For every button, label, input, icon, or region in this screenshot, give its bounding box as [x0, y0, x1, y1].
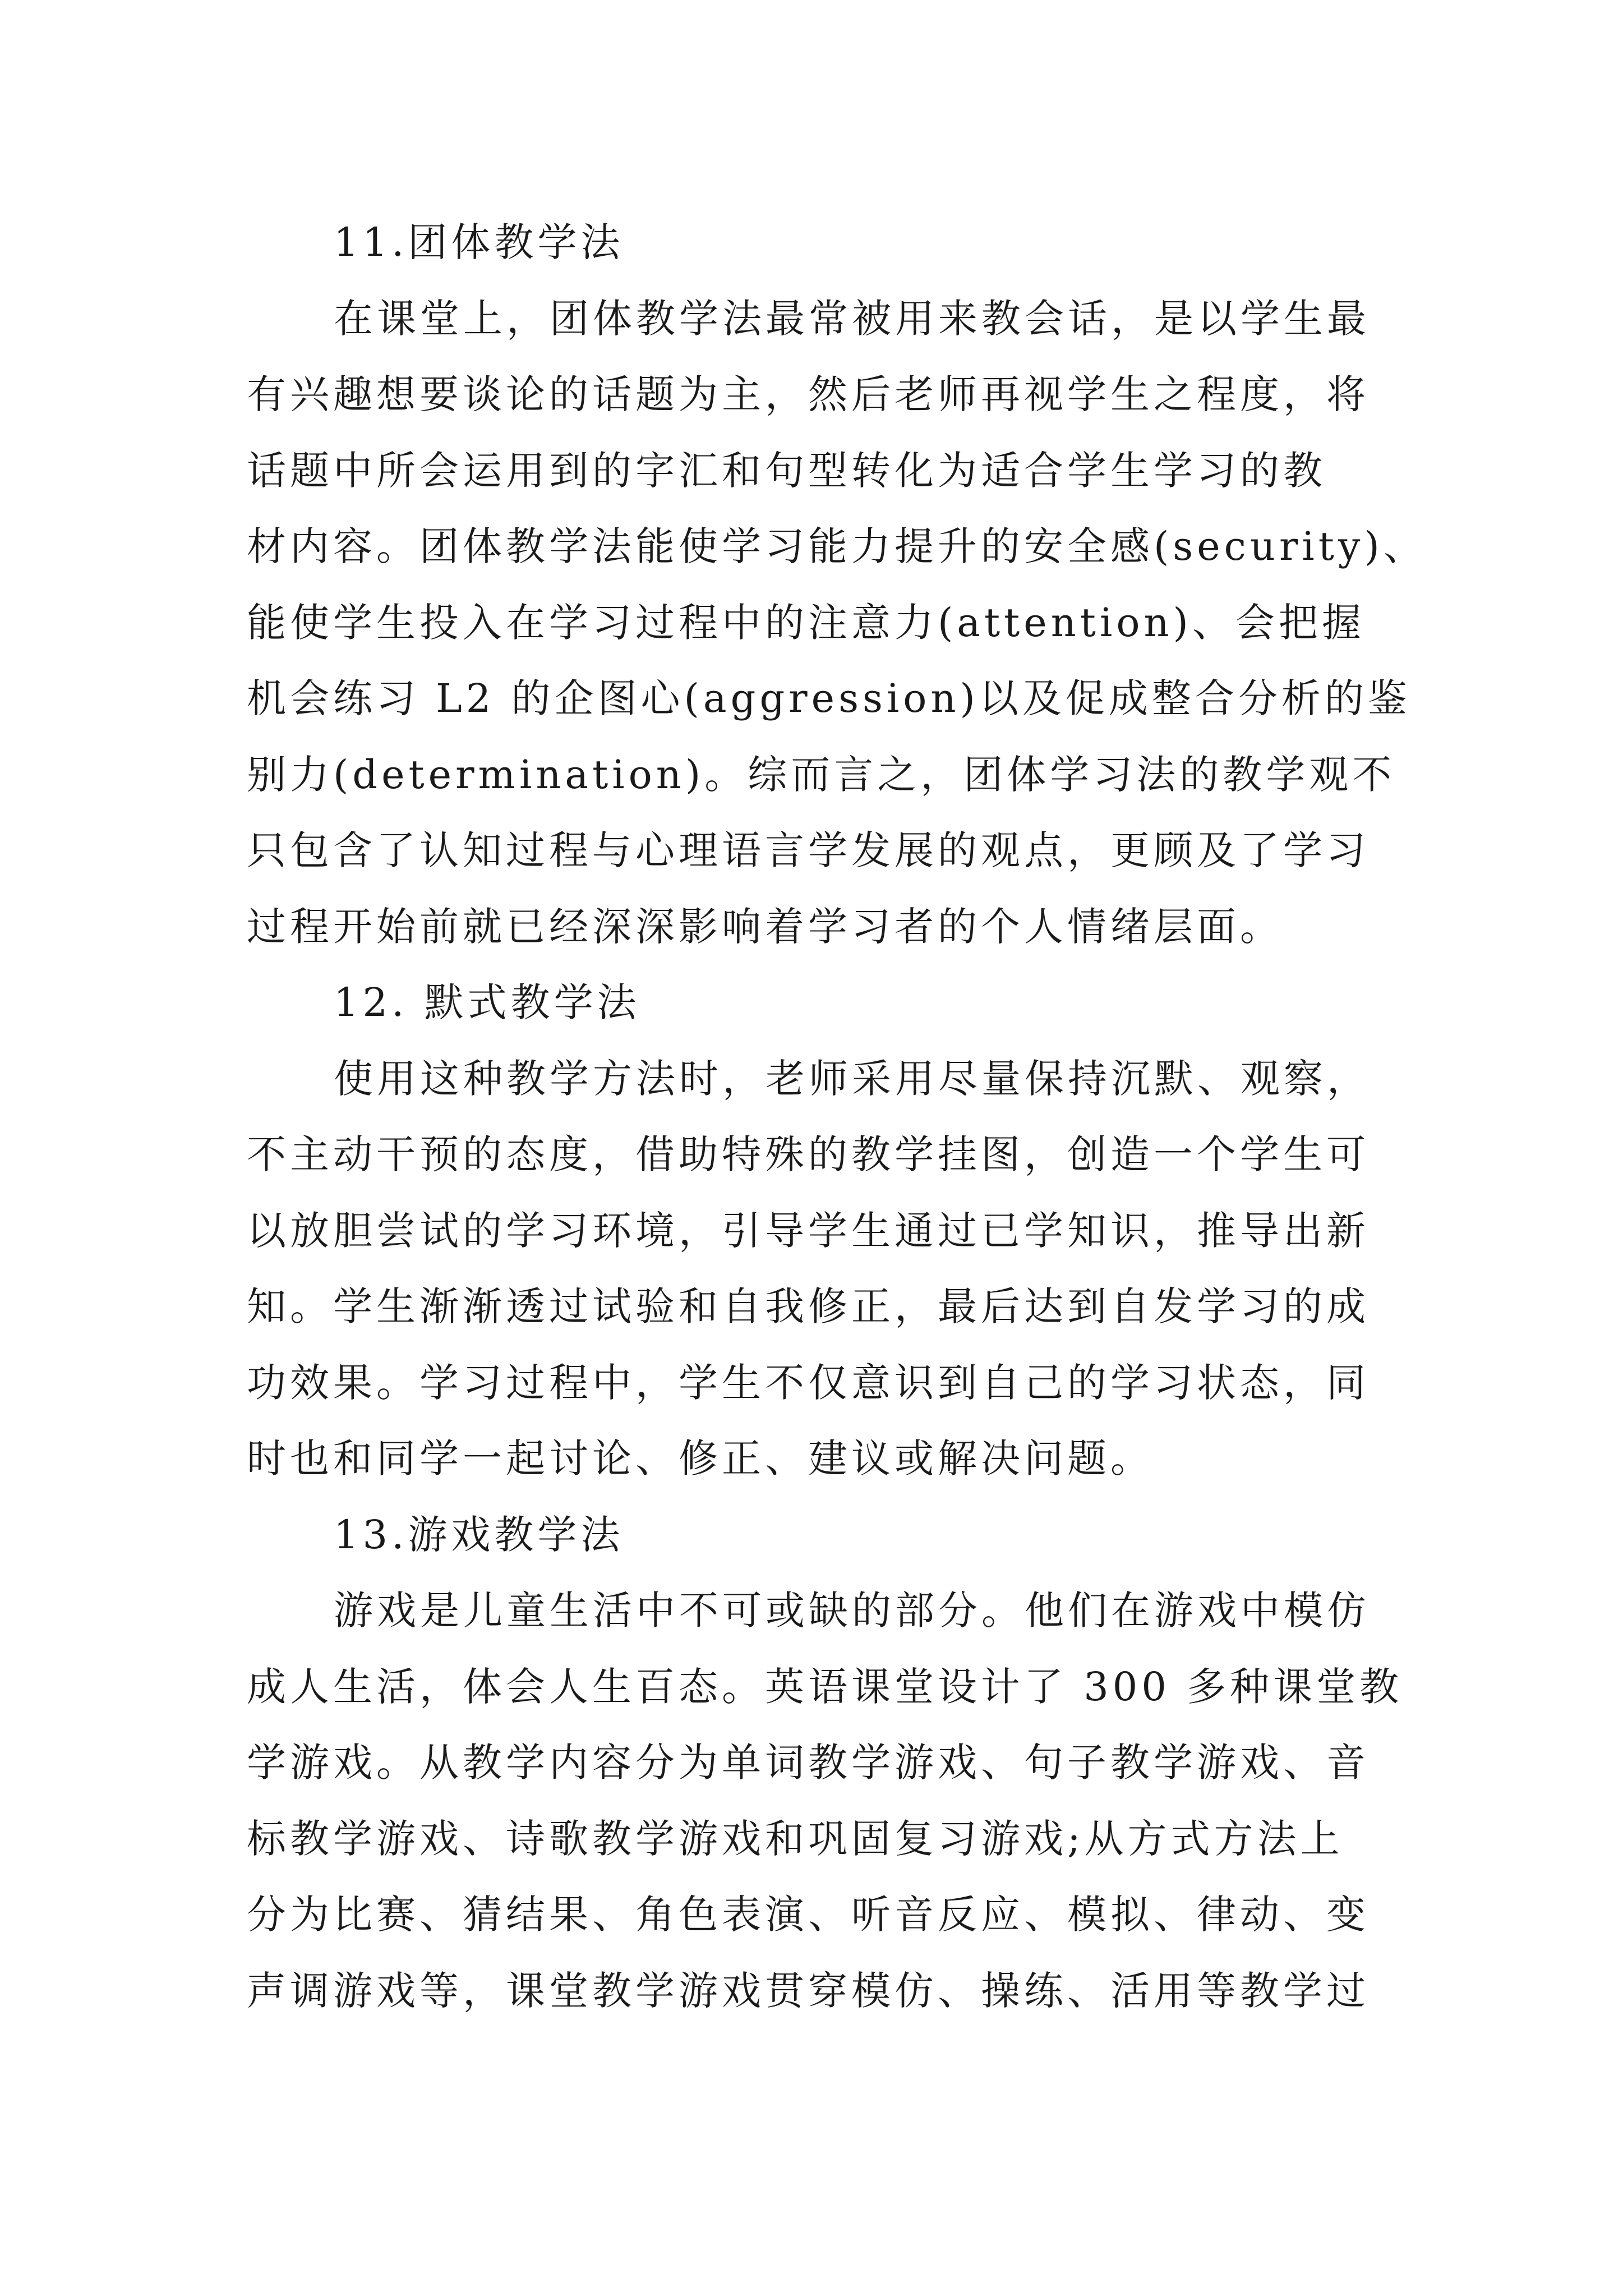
paragraph-line: 有兴趣想要谈论的话题为主，然后老师再视学生之程度，将 — [247, 371, 1370, 417]
paragraph-line: 在课堂上，团体教学法最常被用来教会话，是以学生最 — [334, 295, 1370, 342]
section-heading-11: 11.团体教学法 — [334, 219, 624, 265]
paragraph-line: 游戏是儿童生活中不可或缺的部分。他们在游戏中模仿 — [334, 1588, 1370, 1634]
paragraph-line: 以放胆尝试的学习环境，引导学生通过已学知识，推导出新 — [247, 1207, 1370, 1254]
paragraph-line: 材内容。团体教学法能使学习能力提升的安全感(security)、 — [247, 523, 1427, 569]
paragraph-line: 成人生活，体会人生百态。英语课堂设计了 300 多种课堂教 — [247, 1663, 1403, 1710]
paragraph-line: 学游戏。从教学内容分为单词教学游戏、句子教学游戏、音 — [247, 1740, 1370, 1786]
paragraph-line: 只包含了认知过程与心理语言学发展的观点，更顾及了学习 — [247, 827, 1370, 873]
paragraph-line: 标教学游戏、诗歌教学游戏和巩固复习游戏;从方式方法上 — [247, 1815, 1344, 1862]
paragraph-line: 过程开始前就已经深深影响着学习者的个人情绪层面。 — [247, 903, 1283, 950]
paragraph-line: 使用这种教学方法时，老师采用尽量保持沉默、观察， — [334, 1055, 1370, 1102]
paragraph-line: 声调游戏等，课堂教学游戏贯穿模仿、操练、活用等教学过 — [247, 1967, 1370, 2014]
paragraph-line: 话题中所会运用到的字汇和句型转化为适合学生学习的教 — [247, 447, 1326, 494]
paragraph-line: 分为比赛、猜结果、角色表演、听音反应、模拟、律动、变 — [247, 1892, 1370, 1938]
paragraph-line: 别力(determination)。综而言之，团体学习法的教学观不 — [247, 751, 1396, 798]
paragraph-line: 能使学生投入在学习过程中的注意力(attention)、会把握 — [247, 599, 1365, 646]
section-heading-13: 13.游戏教学法 — [334, 1511, 624, 1558]
paragraph-line: 不主动干预的态度，借助特殊的教学挂图，创造一个学生可 — [247, 1131, 1370, 1177]
paragraph-line: 时也和同学一起讨论、修正、建议或解决问题。 — [247, 1435, 1154, 1481]
section-heading-12: 12. 默式教学法 — [334, 979, 640, 1025]
paragraph-line: 知。学生渐渐透过试验和自我修正，最后达到自发学习的成 — [247, 1283, 1370, 1329]
document-body — [247, 205, 1427, 2029]
paragraph-line: 功效果。学习过程中，学生不仅意识到自己的学习状态，同 — [247, 1359, 1370, 1406]
paragraph-line: 机会练习 L2 的企图心(aggression)以及促成整合分析的鉴 — [247, 675, 1411, 721]
